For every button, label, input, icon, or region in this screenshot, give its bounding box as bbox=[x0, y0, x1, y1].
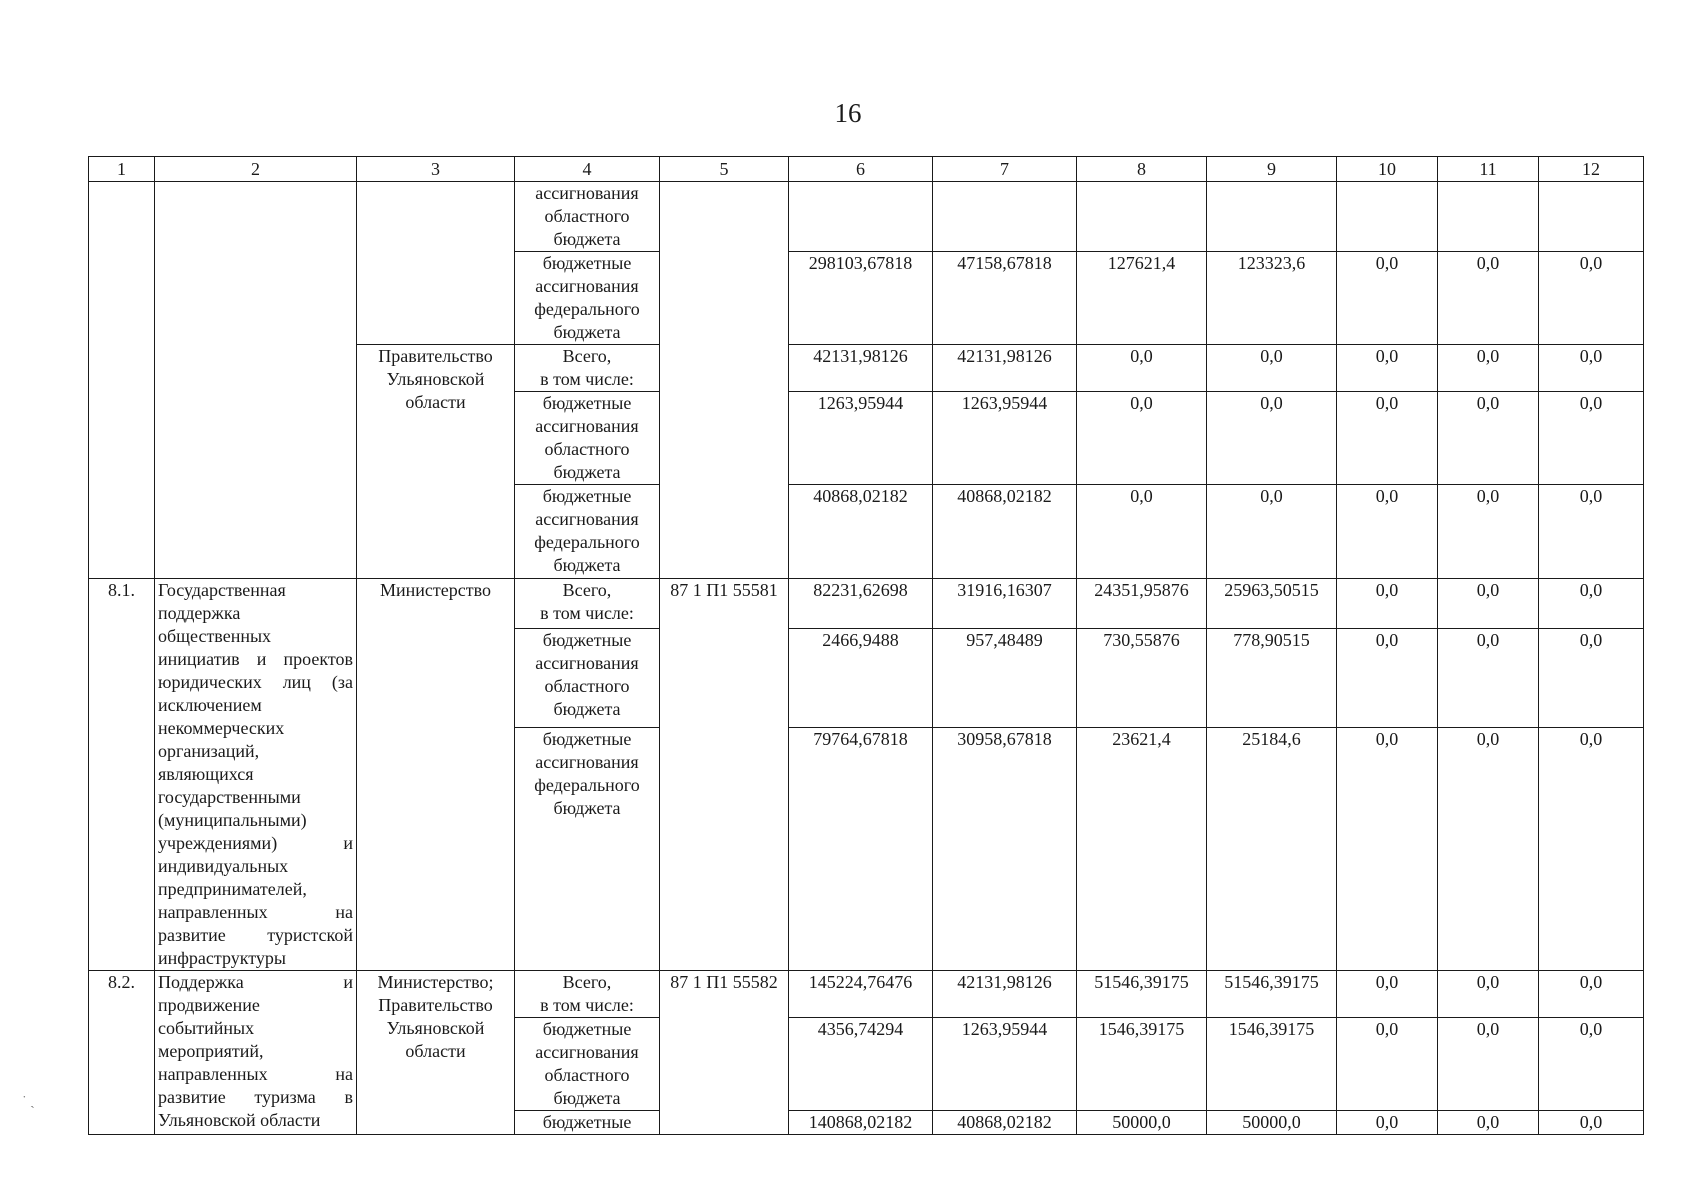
value-cell: 0,0 bbox=[1337, 628, 1438, 727]
value-cell: 40868,02182 bbox=[933, 1111, 1077, 1135]
table-row bbox=[89, 971, 1644, 1018]
value-cell: 50000,0 bbox=[1207, 1111, 1337, 1135]
value-cell: 0,0 bbox=[1438, 727, 1539, 970]
table-row bbox=[89, 182, 1644, 252]
value-cell: 127621,4 bbox=[1077, 252, 1207, 345]
item-name: Поддержка и продвижение событийных мероприятий, направленных на развитие туризма в Ульяновской области bbox=[155, 971, 357, 1135]
funding-source: бюджетные ассигнования областного бюджета bbox=[515, 1018, 660, 1111]
funding-source: ассигнования областного бюджета bbox=[515, 182, 660, 252]
column-number: 6 bbox=[789, 157, 933, 182]
value-cell: 40868,02182 bbox=[789, 485, 933, 579]
column-number: 1 bbox=[89, 157, 155, 182]
scan-artifact: ˙ ˏ bbox=[22, 1094, 35, 1109]
value-cell: 0,0 bbox=[1077, 392, 1207, 485]
column-number: 8 bbox=[1077, 157, 1207, 182]
value-cell: 50000,0 bbox=[1077, 1111, 1207, 1135]
value-cell: 23621,4 bbox=[1077, 727, 1207, 970]
value-cell: 0,0 bbox=[1438, 971, 1539, 1018]
value-cell: 0,0 bbox=[1077, 485, 1207, 579]
table-row bbox=[89, 579, 1644, 629]
value-cell: 0,0 bbox=[1077, 345, 1207, 392]
value-cell: 0,0 bbox=[1337, 392, 1438, 485]
value-cell: 42131,98126 bbox=[933, 971, 1077, 1018]
funding-source: бюджетные bbox=[515, 1111, 660, 1135]
value-cell: 1263,95944 bbox=[933, 1018, 1077, 1111]
value-cell: 1263,95944 bbox=[933, 392, 1077, 485]
value-cell: 1546,39175 bbox=[1207, 1018, 1337, 1111]
funding-source: Всего, в том числе: bbox=[515, 579, 660, 629]
item-number: 8.1. bbox=[89, 579, 155, 971]
executor-cell-empty bbox=[357, 182, 515, 345]
value-cell: 0,0 bbox=[1539, 1018, 1644, 1111]
value-cell: 25963,50515 bbox=[1207, 579, 1337, 629]
executor-cell: Правительство Ульяновской области bbox=[357, 345, 515, 579]
value-cell: 0,0 bbox=[1539, 579, 1644, 629]
column-number: 10 bbox=[1337, 157, 1438, 182]
column-number: 4 bbox=[515, 157, 660, 182]
value-cell: 0,0 bbox=[1207, 392, 1337, 485]
value-cell: 31916,16307 bbox=[933, 579, 1077, 629]
value-cell: 79764,67818 bbox=[789, 727, 933, 970]
value-cell: 778,90515 bbox=[1207, 628, 1337, 727]
value-cell: 25184,6 bbox=[1207, 727, 1337, 970]
value-cell: 0,0 bbox=[1207, 345, 1337, 392]
executor-cell: Министерство; Правительство Ульяновской области bbox=[357, 971, 515, 1135]
value-cell: 0,0 bbox=[1337, 1018, 1438, 1111]
code-cell-empty bbox=[660, 182, 789, 579]
value-cell: 0,0 bbox=[1438, 345, 1539, 392]
funding-source: бюджетные ассигнования областного бюджета bbox=[515, 628, 660, 727]
funding-source: бюджетные ассигнования федерального бюджета bbox=[515, 485, 660, 579]
item-number: 8.2. bbox=[89, 971, 155, 1135]
column-number: 2 bbox=[155, 157, 357, 182]
funding-source: бюджетные ассигнования областного бюджета bbox=[515, 392, 660, 485]
value-cell: 0,0 bbox=[1207, 485, 1337, 579]
value-cell: 51546,39175 bbox=[1207, 971, 1337, 1018]
value-cell: 0,0 bbox=[1539, 345, 1644, 392]
value-cell: 82231,62698 bbox=[789, 579, 933, 629]
value-cell: 0,0 bbox=[1337, 252, 1438, 345]
column-number: 3 bbox=[357, 157, 515, 182]
value-cell: 0,0 bbox=[1438, 1111, 1539, 1135]
funding-source: Всего, в том числе: bbox=[515, 971, 660, 1018]
column-number: 5 bbox=[660, 157, 789, 182]
value-cell: 0,0 bbox=[1337, 971, 1438, 1018]
value-cell: 0,0 bbox=[1539, 727, 1644, 970]
value-cell: 42131,98126 bbox=[789, 345, 933, 392]
value-cell: 51546,39175 bbox=[1077, 971, 1207, 1018]
column-number: 9 bbox=[1207, 157, 1337, 182]
value-cell: 0,0 bbox=[1438, 252, 1539, 345]
value-cell: 0,0 bbox=[1337, 345, 1438, 392]
value-cell: 0,0 bbox=[1337, 1111, 1438, 1135]
funding-source: Всего, в том числе: bbox=[515, 345, 660, 392]
column-number-row bbox=[89, 157, 1644, 182]
value-cell: 0,0 bbox=[1539, 971, 1644, 1018]
value-cell: 0,0 bbox=[1539, 392, 1644, 485]
column-number: 7 bbox=[933, 157, 1077, 182]
value-cell: 0,0 bbox=[1539, 1111, 1644, 1135]
column-number: 11 bbox=[1438, 157, 1539, 182]
executor-cell: Министерство bbox=[357, 579, 515, 971]
value-cell: 40868,02182 bbox=[933, 485, 1077, 579]
value-cell: 0,0 bbox=[1539, 485, 1644, 579]
value-cell: 298103,67818 bbox=[789, 252, 933, 345]
name-cell-empty bbox=[155, 182, 357, 579]
value-cell: 0,0 bbox=[1438, 485, 1539, 579]
value-cell: 2466,9488 bbox=[789, 628, 933, 727]
value-cell: 145224,76476 bbox=[789, 971, 933, 1018]
value-cell: 0,0 bbox=[1337, 579, 1438, 629]
value-cell: 0,0 bbox=[1438, 628, 1539, 727]
value-cell: 957,48489 bbox=[933, 628, 1077, 727]
value-cell: 0,0 bbox=[1438, 1018, 1539, 1111]
value-cell: 0,0 bbox=[1539, 628, 1644, 727]
value-cell: 123323,6 bbox=[1207, 252, 1337, 345]
value-cell: 30958,67818 bbox=[933, 727, 1077, 970]
value-cell: 1546,39175 bbox=[1077, 1018, 1207, 1111]
item-name: Государственная поддержка общественных инициатив и проектов юридических лиц (за исключением некоммерческих организаций, являющихся государственными (муниципальными) учреждениями) и индивидуальных предпринимателей, направленных на развитие туристской инфраструктуры bbox=[155, 579, 357, 971]
value-cell: 140868,02182 bbox=[789, 1111, 933, 1135]
value-cell: 4356,74294 bbox=[789, 1018, 933, 1111]
value-cell: 42131,98126 bbox=[933, 345, 1077, 392]
value-cell: 47158,67818 bbox=[933, 252, 1077, 345]
budget-code: 87 1 П1 55581 bbox=[660, 579, 789, 971]
budget-table bbox=[88, 156, 1644, 1135]
value-cell: 0,0 bbox=[1337, 727, 1438, 970]
value-cell: 1263,95944 bbox=[789, 392, 933, 485]
value-cell: 0,0 bbox=[1337, 485, 1438, 579]
column-number: 12 bbox=[1539, 157, 1644, 182]
funding-source: бюджетные ассигнования федерального бюджета bbox=[515, 727, 660, 970]
number-cell-empty bbox=[89, 182, 155, 579]
page-number: 16 bbox=[834, 98, 862, 128]
budget-code: 87 1 П1 55582 bbox=[660, 971, 789, 1135]
value-cell: 24351,95876 bbox=[1077, 579, 1207, 629]
value-cell: 0,0 bbox=[1539, 252, 1644, 345]
value-cell: 730,55876 bbox=[1077, 628, 1207, 727]
funding-source: бюджетные ассигнования федерального бюджета bbox=[515, 252, 660, 345]
value-cell: 0,0 bbox=[1438, 579, 1539, 629]
value-cell: 0,0 bbox=[1438, 392, 1539, 485]
